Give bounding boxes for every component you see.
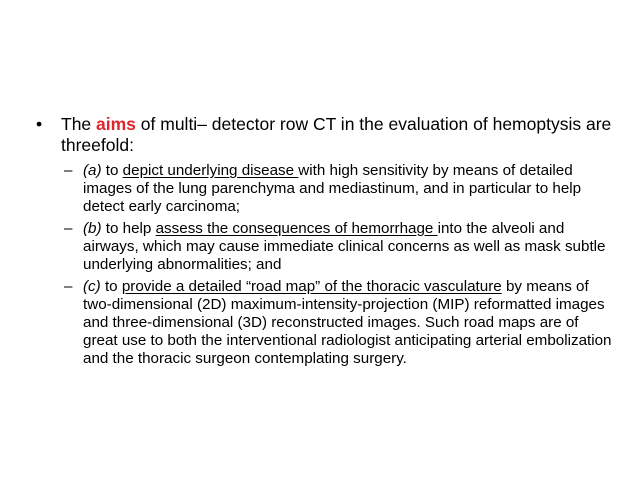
dash-marker: –	[64, 220, 73, 237]
item-text-end: with high sensitivity by means of detailed images of the lung parenchyma and mediastinum, and in particular to help detect early carcinoma;	[83, 162, 582, 215]
item-text-end: by means of two-dimensional (2D) maximum-intensity-projection (MIP) reformatted images and three-dimensional (3D) reconstructed images. Such road maps are of great use to both the interventional radiologist anticipating arterial embolization and the thoracic surgeon contemplating surgery.	[83, 278, 612, 367]
slide-body	[34, 114, 614, 372]
item-text-start: to	[101, 162, 123, 179]
sub-bullet-list	[34, 162, 614, 368]
main-bullet-text-end: of multi– detector row CT in the evaluation of hemoptysis are threefold:	[61, 114, 612, 155]
underlined-phrase: depict underlying disease	[122, 162, 299, 179]
item-text-start: to	[100, 278, 122, 295]
sub-bullet-a	[34, 162, 614, 216]
dash-marker: –	[64, 278, 73, 295]
item-label: (b)	[83, 220, 102, 237]
main-bullet	[34, 114, 614, 156]
underlined-phrase: assess the consequences of hemorrhage	[155, 220, 438, 237]
main-bullet-text-start: The	[61, 114, 97, 134]
item-text-end: into the alveoli and airways, which may cause immediate clinical concerns as well as mask subtle underlying abnormalities; and	[83, 220, 606, 273]
bullet-marker: •	[36, 114, 43, 134]
sub-bullet-b	[34, 220, 614, 274]
item-label: (c)	[83, 278, 101, 295]
underlined-phrase: provide a detailed “road map” of the thoracic vasculature	[121, 278, 502, 295]
aims-highlight: aims	[96, 114, 136, 134]
dash-marker: –	[64, 162, 73, 179]
sub-bullet-c	[34, 278, 614, 368]
item-label: (a)	[83, 162, 102, 179]
item-text-start: to help	[101, 220, 156, 237]
